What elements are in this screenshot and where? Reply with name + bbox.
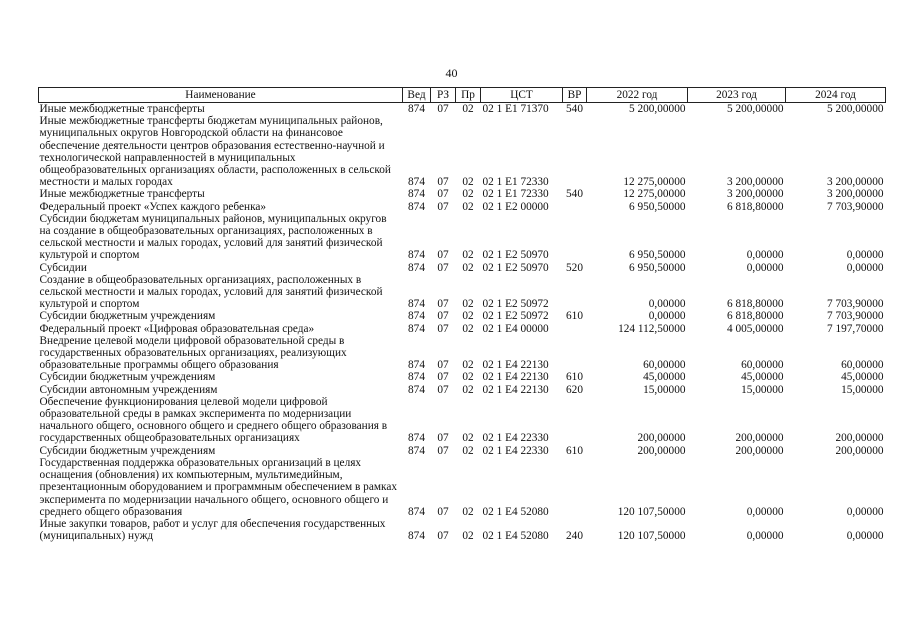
header-name: Наименование [39,88,403,103]
row-cst-cell: 02 1 E4 52080 [482,505,549,518]
row-2024-cell: 60,00000 [841,359,884,372]
row-pr-cell: 02 [462,371,474,384]
row-name-cell: Внедрение целевой модели цифровой образовательной среды в государственных образовательных организациях, реализующих образовательные программы общего образования [39,334,347,372]
row-ved-cell: 874 [408,505,425,518]
row-rz-cell: 07 [437,444,449,457]
row-name-cell: Субсидии бюджетам муниципальных районов, муниципальных округов на создание в общеобразовательных организациях, расположенных в сельской местности и малых городах, условий для занятий физической культурой и спортом [39,212,387,262]
row-2022-cell: 45,00000 [643,371,686,384]
row-2022-cell: 0,00000 [648,310,686,323]
row-rz-cell: 07 [437,371,449,384]
row-vr-cell [563,457,587,518]
row-pr-cell: 02 [462,505,474,518]
row-vr-cell: 610 [566,371,583,384]
row-ved-cell: 874 [408,310,425,323]
row-pr-cell: 02 [462,200,474,213]
header-ved: Вед [403,88,431,103]
row-2022-cell: 6 950,50000 [629,200,686,213]
row-vr-cell: 520 [566,261,583,274]
table-row [39,188,886,200]
page-number: 40 [445,66,458,80]
row-name-cell: Государственная поддержка образовательных организаций в целях оснащения (обновления) их компьютерным, мультимедийным, презентационным оборудованием и программным обеспечением в рамках эксперимента по модернизации начального общего, основного общего и среднего общего образования [39,456,397,518]
row-rz-cell: 07 [437,188,449,201]
row-ved-cell: 874 [408,322,425,335]
row-2024-cell: 0,00000 [846,249,884,262]
row-2024-cell: 5 200,00000 [827,103,884,115]
row-rz-cell: 07 [437,383,449,396]
row-name-cell: Обеспечение функционирования целевой модели цифровой образовательной среды в рамках эксперимента по модернизации начального общего, основного общего и среднего общего образования в государственных общеобразовательных организациях [39,395,388,445]
row-vr-cell: 610 [566,444,583,457]
row-pr-cell: 02 [462,176,474,189]
row-name-cell: Создание в общеобразовательных организациях, расположенных в сельской местности и малых городах, условий для занятий физической культурой и спортом [39,273,383,311]
row-2023-cell: 6 818,80000 [727,310,784,323]
table-row [39,335,886,372]
row-rz-cell: 07 [437,298,449,311]
row-2022-cell: 120 107,50000 [617,505,686,518]
row-name-cell: Субсидии бюджетным учреждениям [39,371,216,384]
row-cst-cell: 02 1 E4 52080 [482,530,549,543]
row-2023-cell: 200,00000 [735,432,784,445]
header-2024: 2024 год [786,88,886,103]
row-2023-cell: 6 818,80000 [727,200,784,213]
row-cst-cell: 02 1 E1 71370 [482,103,549,115]
row-name-cell: Субсидии бюджетным учреждениям [39,444,216,457]
row-name-cell: Иные межбюджетные трансферты [39,103,205,115]
row-2022-cell: 5 200,00000 [629,103,686,115]
row-2022-cell: 6 950,50000 [629,261,686,274]
table-row [39,457,886,518]
row-vr-cell [563,335,587,372]
row-2022-cell: 120 107,50000 [617,530,686,543]
row-pr-cell: 02 [462,383,474,396]
table-row [39,371,886,383]
table-row [39,323,886,335]
row-2023-cell: 0,00000 [746,261,784,274]
header-2023: 2023 год [688,88,786,103]
row-pr-cell: 02 [462,261,474,274]
table-row [39,213,886,262]
table-row [39,384,886,396]
row-ved-cell: 874 [408,383,425,396]
row-cst-cell: 02 1 E2 50970 [482,261,549,274]
row-pr-cell: 02 [462,359,474,372]
row-cst-cell: 02 1 E2 50970 [482,249,549,262]
row-2024-cell: 200,00000 [835,432,884,445]
row-pr-cell: 02 [462,310,474,323]
row-vr-cell [563,274,587,311]
row-2023-cell: 0,00000 [746,505,784,518]
header-2022: 2022 год [587,88,688,103]
row-name-cell: Иные межбюджетные трансферты [39,188,205,201]
table-header-row [39,88,886,103]
row-2024-cell: 0,00000 [846,505,884,518]
row-name-cell: Субсидии бюджетным учреждениям [39,310,216,323]
row-cst-cell: 02 1 E2 50972 [482,310,549,323]
row-2024-cell: 0,00000 [846,530,884,543]
row-2023-cell: 3 200,00000 [727,176,784,189]
row-2023-cell: 15,00000 [741,383,784,396]
row-2024-cell: 3 200,00000 [827,176,884,189]
row-ved-cell: 874 [408,249,425,262]
table-row [39,103,886,116]
row-2022-cell: 124 112,50000 [618,322,686,335]
row-2023-cell: 4 005,00000 [727,322,784,335]
row-2024-cell: 15,00000 [841,383,884,396]
row-2022-cell: 6 950,50000 [629,249,686,262]
row-2023-cell: 0,00000 [746,249,784,262]
table-row [39,262,886,274]
row-ved-cell: 874 [408,200,425,213]
row-pr-cell: 02 [462,432,474,445]
row-ved-cell: 874 [408,103,425,115]
row-cst-cell: 02 1 E4 22130 [482,371,549,384]
row-2024-cell: 7 703,90000 [827,310,884,323]
row-cst-cell: 02 1 E4 22330 [482,444,549,457]
row-vr-cell: 620 [566,383,583,396]
table-row [39,310,886,322]
row-2023-cell: 5 200,00000 [727,103,784,115]
header-pr: Пр [456,88,481,103]
row-name-cell: Субсидии автономным учреждениям [39,383,218,396]
row-2023-cell: 6 818,80000 [727,298,784,311]
row-rz-cell: 07 [437,310,449,323]
row-2024-cell: 0,00000 [846,261,884,274]
row-rz-cell: 07 [437,530,449,543]
row-rz-cell: 07 [437,200,449,213]
row-ved-cell: 874 [408,530,425,543]
row-pr-cell: 02 [462,530,474,543]
row-vr-cell: 240 [566,530,583,543]
row-ved-cell: 874 [408,432,425,445]
row-2024-cell: 7 197,70000 [827,322,884,335]
row-cst-cell: 02 1 E2 50972 [482,298,549,311]
row-pr-cell: 02 [462,298,474,311]
budget-table [38,87,886,542]
row-2023-cell: 3 200,00000 [727,188,784,201]
row-pr-cell: 02 [462,103,474,115]
table-row [39,115,886,188]
row-2022-cell: 0,00000 [648,298,686,311]
table-row [39,396,886,445]
row-2024-cell: 200,00000 [835,444,884,457]
row-2023-cell: 0,00000 [746,530,784,543]
row-ved-cell: 874 [408,371,425,384]
row-rz-cell: 07 [437,176,449,189]
row-vr-cell: 540 [566,103,583,115]
row-cst-cell: 02 1 E4 22330 [482,432,549,445]
header-rz: РЗ [431,88,456,103]
row-name-cell: Федеральный проект «Цифровая образовательная среда» [39,322,315,335]
row-rz-cell: 07 [437,432,449,445]
row-cst-cell: 02 1 E1 72330 [482,188,549,201]
row-vr-cell [563,213,587,262]
row-rz-cell: 07 [437,505,449,518]
table-row [39,445,886,457]
row-vr-cell [563,115,587,188]
row-name-cell: Федеральный проект «Успех каждого ребенка» [39,200,267,213]
row-vr-cell: 540 [566,188,583,201]
header-vr: ВР [563,88,587,103]
row-rz-cell: 07 [437,359,449,372]
row-vr-cell [563,396,587,445]
row-rz-cell: 07 [437,249,449,262]
row-vr-cell [563,323,587,335]
row-name-cell: Иные межбюджетные трансферты бюджетам муниципальных районов, муниципальных округов Новгородской области на финансовое обеспечение деятельности центров образования естественно-научной и технологической направленностей в муниципальных общеобразовательных организациях области, расположенных в сельской местности и малых городах [39,115,391,189]
row-2023-cell: 60,00000 [741,359,784,372]
row-cst-cell: 02 1 E4 22130 [482,359,549,372]
table-row [39,201,886,213]
row-pr-cell: 02 [462,188,474,201]
row-rz-cell: 07 [437,261,449,274]
row-2022-cell: 12 275,00000 [623,188,686,201]
row-cst-cell: 02 1 E4 00000 [482,322,549,335]
table-body [39,103,886,543]
row-2024-cell: 45,00000 [841,371,884,384]
row-2024-cell: 3 200,00000 [827,188,884,201]
row-name-cell: Субсидии [39,261,87,274]
row-ved-cell: 874 [408,261,425,274]
header-cst: ЦСТ [481,88,563,103]
row-2022-cell: 200,00000 [637,444,686,457]
row-ved-cell: 874 [408,444,425,457]
row-ved-cell: 874 [408,359,425,372]
row-2022-cell: 12 275,00000 [623,176,686,189]
row-rz-cell: 07 [437,322,449,335]
table-row [39,518,886,542]
row-2022-cell: 200,00000 [637,432,686,445]
row-vr-cell [563,201,587,213]
row-2022-cell: 60,00000 [643,359,686,372]
row-2023-cell: 200,00000 [735,444,784,457]
row-pr-cell: 02 [462,444,474,457]
row-ved-cell: 874 [408,298,425,311]
row-name-cell: Иные закупки товаров, работ и услуг для обеспечения государственных (муниципальных) нужд [39,517,386,543]
row-vr-cell: 610 [566,310,583,323]
row-ved-cell: 874 [408,176,425,189]
row-ved-cell: 874 [408,188,425,201]
row-2024-cell: 7 703,90000 [827,298,884,311]
row-rz-cell: 07 [437,103,449,115]
row-pr-cell: 02 [462,322,474,335]
row-cst-cell: 02 1 E4 22130 [482,383,549,396]
row-cst-cell: 02 1 E1 72330 [482,176,549,189]
row-2023-cell: 45,00000 [741,371,784,384]
row-2022-cell: 15,00000 [643,383,686,396]
row-cst-cell: 02 1 E2 00000 [482,200,549,213]
table-row [39,274,886,311]
row-pr-cell: 02 [462,249,474,262]
row-2024-cell: 7 703,90000 [827,200,884,213]
